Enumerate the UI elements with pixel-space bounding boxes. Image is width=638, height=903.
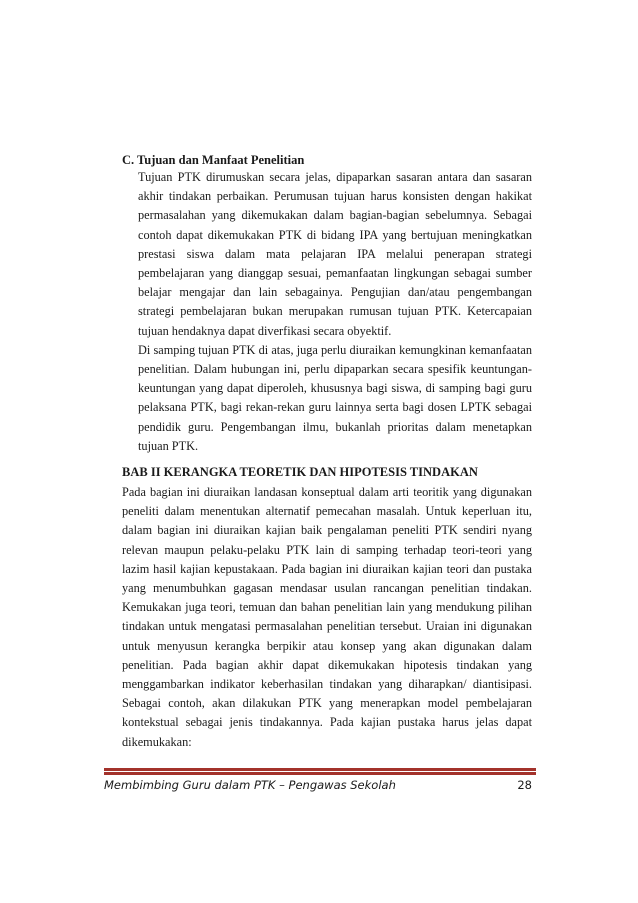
chapter-2-paragraph: Pada bagian ini diuraikan landasan konseptual dalam arti teoritik yang digunakan peneliti dalam menentukan alternatif pemecahan masalah. Untuk keperluan itu, dalam bagian ini diuraikan kajian baik pengalaman peneliti PTK sendiri nyang relevan maupun pelaku-pelaku PTK lain di samping terhadap teori-teori yang lazim hasil kajian kepustakaan. Pada bagian ini diuraikan kajian teori dan pustaka yang menumbuhkan gagasan mendasar usulan rancangan penelitian tindakan. Kemukakan juga teori, temuan dan bahan penelitian lain yang mendukung pilihan tindakan untuk mengatasi permasalahan penelitian tersebut. Uraian ini digunakan untuk menyusun kerangka berpikir atau konsep yang akan digunakan dalam penelitian. Pada bagian akhir dapat dikemukakan hipotesis tindakan yang menggambarkan indikator keberhasilan tindakan yang diharapkan/ diantisipasi. Sebagai contoh, akan dilakukan PTK yang menerapkan model pembelajaran kontekstual sebagai jenis tindakannya. Pada kajian pustaka harus jelas dapat dikemukakan: bbox=[122, 485, 532, 749]
section-c-paragraph-1: Tujuan PTK dirumuskan secara jelas, dipaparkan sasaran antara dan sasaran akhir tindakan perbaikan. Perumusan tujuan harus konsisten dengan hakikat permasalahan yang dikemukakan dalam bagian-bagian sebelumnya. Sebagai contoh dapat dikemukakan PTK di bidang IPA yang bertujuan meningkatkan prestasi siswa dalam mata pelajaran IPA melalui penerapan strategi pembelajaran yang dianggap sesuai, pemanfaatan lingkungan sebagai sumber belajar mengajar dan lain sebagainya. Pengujian dan/atau pengembangan strategi pembelajaran bukan merupakan rumusan tujuan PTK. Ketercapaian tujuan hendaknya dapat diverfikasi secara obyektif. bbox=[138, 170, 532, 338]
footer-rule-top bbox=[104, 768, 536, 771]
section-c-heading: C. Tujuan dan Manfaat Penelitian bbox=[122, 153, 305, 167]
footer-rule-bottom bbox=[104, 772, 536, 775]
section-c-body bbox=[138, 168, 532, 456]
page-number: 28 bbox=[517, 778, 532, 792]
section-c-paragraph-2: Di samping tujuan PTK di atas, juga perlu diuraikan kemungkinan kemanfaatan penelitian. Dalam hubungan ini, perlu dipaparkan secara spesifik keuntungan-keuntungan yang dapat diperoleh, khususnya bagi siswa, di samping bagi guru pelaksana PTK, bagi rekan-rekan guru lainnya serta bagi dosen LPTK sebagai pendidik guru. Pengembangan ilmu, bukanlah prioritas dalam menetapkan tujuan PTK. bbox=[138, 342, 532, 453]
chapter-2-body bbox=[122, 483, 532, 752]
footer-title: Membimbing Guru dalam PTK – Pengawas Sekolah bbox=[104, 778, 396, 792]
chapter-2-heading: BAB II KERANGKA TEORETIK DAN HIPOTESIS TINDAKAN bbox=[122, 465, 478, 479]
